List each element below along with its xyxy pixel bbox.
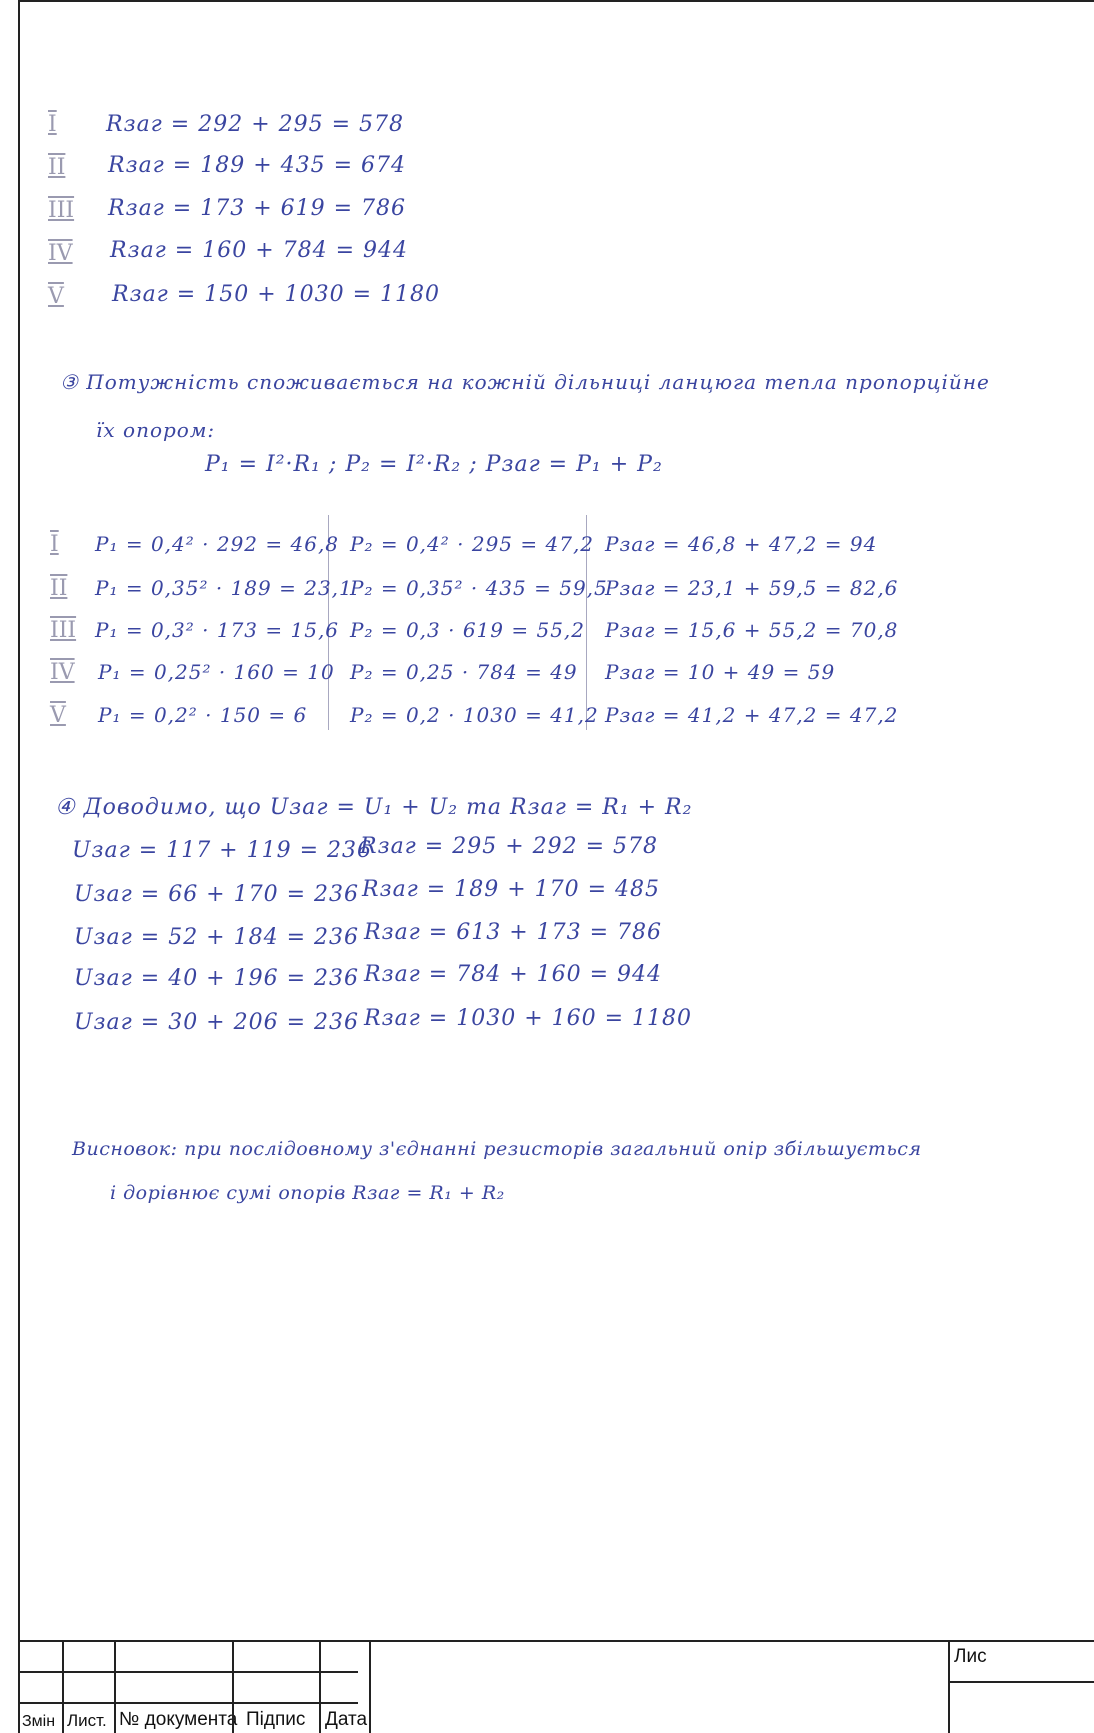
- p1-equation: P₁ = 0,2² · 150 = 6: [98, 703, 308, 727]
- section3-heading-cont: їх опором:: [96, 418, 216, 442]
- conclusion-line: Висновок: при послідовному з'єднанні резисторів загальний опір збільшується: [72, 1138, 922, 1160]
- label-sheet: Лис: [954, 1646, 987, 1667]
- resistance-equation: Rзаг = 292 + 295 = 578: [106, 112, 405, 137]
- voltage-sum: Uзаг = 30 + 206 = 236: [74, 1010, 360, 1035]
- title-block: [18, 1640, 1094, 1733]
- stamp-sheet-field: [948, 1640, 1094, 1733]
- label-zmin: Змін: [22, 1713, 56, 1730]
- stamp-col-lyst: [62, 1640, 114, 1733]
- stamp-main-field: [369, 1640, 948, 1733]
- power-formula: P₁ = I²·R₁ ; P₂ = I²·R₂ ; Pзаг = P₁ + P₂: [205, 452, 663, 477]
- voltage-sum: Uзаг = 52 + 184 = 236: [74, 925, 360, 950]
- p1-equation: P₁ = 0,35² · 189 = 23,1: [95, 576, 353, 600]
- conclusion-line: і дорівнює сумі опорів Rзаг = R₁ + R₂: [110, 1182, 505, 1204]
- p2-equation: P₂ = 0,3 · 619 = 55,2: [350, 618, 586, 642]
- label-date: Дата: [325, 1709, 368, 1730]
- ptotal-equation: Pзаг = 15,6 + 55,2 = 70,8: [605, 618, 899, 642]
- section3-heading: ③ Потужність споживається на кожній дільниці ланцюга тепла пропорційне: [60, 370, 990, 394]
- label-signature: Підпис: [246, 1709, 306, 1730]
- row-number: I: [50, 532, 59, 557]
- resistance-sum: Rзаг = 613 + 173 = 786: [364, 920, 663, 945]
- p2-equation: P₂ = 0,25 · 784 = 49: [350, 660, 578, 684]
- row-number: IV: [50, 660, 75, 685]
- stamp-col-date: [319, 1640, 369, 1733]
- voltage-sum: Uзаг = 40 + 196 = 236: [74, 966, 360, 991]
- row-number: II: [48, 155, 66, 180]
- resistance-equation: Rзаг = 150 + 1030 = 1180: [112, 282, 441, 307]
- resistance-sum: Rзаг = 784 + 160 = 944: [364, 962, 663, 987]
- label-lyst: Лист.: [67, 1711, 107, 1730]
- row-number: III: [48, 198, 75, 223]
- stamp-col-doc: [114, 1640, 238, 1733]
- stamp-col-sign: [232, 1640, 319, 1733]
- resistance-equation: Rзаг = 173 + 619 = 786: [108, 196, 407, 221]
- p2-equation: P₂ = 0,2 · 1030 = 41,2: [350, 703, 599, 727]
- voltage-sum: Uзаг = 66 + 170 = 236: [74, 882, 360, 907]
- row-number: V: [48, 284, 64, 309]
- resistance-sum: Rзаг = 295 + 292 = 578: [360, 834, 659, 859]
- ptotal-equation: Pзаг = 23,1 + 59,5 = 82,6: [605, 576, 899, 600]
- p1-equation: P₁ = 0,25² · 160 = 10: [98, 660, 335, 684]
- ptotal-equation: Pзаг = 41,2 + 47,2 = 47,2: [605, 703, 899, 727]
- row-number: I: [48, 112, 57, 137]
- resistance-equation: Rзаг = 160 + 784 = 944: [110, 238, 409, 263]
- p2-equation: P₂ = 0,4² · 295 = 47,2: [350, 532, 595, 556]
- p1-equation: P₁ = 0,4² · 292 = 46,8: [95, 532, 340, 556]
- label-doc-no: № документа: [119, 1709, 238, 1730]
- p1-equation: P₁ = 0,3² · 173 = 15,6: [95, 618, 340, 642]
- resistance-sum: Rзаг = 1030 + 160 = 1180: [364, 1006, 693, 1031]
- stamp-col-zmin: [18, 1640, 62, 1733]
- ptotal-equation: Pзаг = 10 + 49 = 59: [605, 660, 836, 684]
- row-number: IV: [48, 241, 73, 266]
- row-number: II: [50, 576, 68, 601]
- p2-equation: P₂ = 0,35² · 435 = 59,5: [350, 576, 608, 600]
- resistance-sum: Rзаг = 189 + 170 = 485: [362, 877, 661, 902]
- row-number: V: [50, 703, 66, 728]
- voltage-sum: Uзаг = 117 + 119 = 236: [72, 838, 373, 863]
- resistance-equation: Rзаг = 189 + 435 = 674: [108, 153, 407, 178]
- row-number: III: [50, 618, 77, 643]
- section4-heading: ④ Доводимо, що Uзаг = U₁ + U₂ та Rзаг = R₁ + R₂: [55, 795, 693, 820]
- ptotal-equation: Pзаг = 46,8 + 47,2 = 94: [605, 532, 878, 556]
